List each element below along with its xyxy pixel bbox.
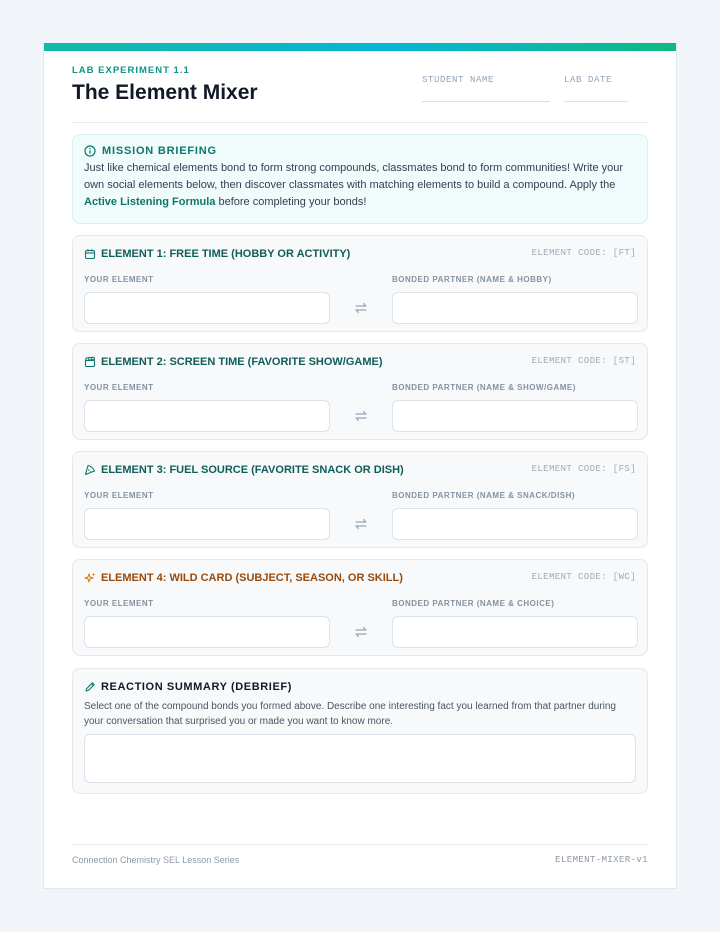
pencil-icon — [84, 681, 96, 693]
partner-label: BONDED PARTNER (NAME & SHOW/GAME) — [392, 383, 576, 392]
student-name-label: STUDENT NAME — [422, 75, 495, 85]
element-code: ELEMENT CODE: [FS] — [531, 464, 636, 474]
bonded-partner-input[interactable] — [392, 400, 638, 432]
summary-textarea[interactable] — [84, 734, 636, 783]
your-element-label: YOUR ELEMENT — [84, 599, 154, 608]
lab-date-label: LAB DATE — [564, 75, 613, 85]
your-element-label: YOUR ELEMENT — [84, 491, 154, 500]
series-name: Connection Chemistry SEL Lesson Series — [72, 855, 240, 865]
element-card-wild-card — [72, 559, 648, 656]
briefing-text — [84, 160, 636, 211]
student-name-field[interactable] — [422, 75, 550, 102]
your-element-input[interactable] — [84, 400, 330, 432]
summary-title: REACTION SUMMARY (DEBRIEF) — [101, 681, 292, 693]
briefing-title: MISSION BRIEFING — [102, 145, 217, 157]
element-title: ELEMENT 1: FREE TIME (HOBBY OR ACTIVITY) — [101, 248, 351, 260]
reaction-summary — [72, 668, 648, 794]
your-element-label: YOUR ELEMENT — [84, 275, 154, 284]
document-code: ELEMENT-MIXER-v1 — [555, 855, 648, 865]
accent-bar — [44, 43, 676, 51]
header-fields — [422, 75, 628, 102]
partner-label: BONDED PARTNER (NAME & CHOICE) — [392, 599, 555, 608]
element-title: ELEMENT 2: SCREEN TIME (FAVORITE SHOW/GAME) — [101, 356, 383, 368]
element-card-free-time — [72, 235, 648, 332]
swap-arrows-icon — [352, 407, 370, 425]
clapperboard-icon — [84, 356, 96, 368]
lab-eyebrow: LAB EXPERIMENT 1.1 — [72, 65, 190, 76]
lab-date-field[interactable] — [564, 75, 628, 102]
active-listening-formula: Active Listening Formula — [84, 196, 216, 208]
your-element-input[interactable] — [84, 508, 330, 540]
swap-arrows-icon — [352, 515, 370, 533]
partner-label: BONDED PARTNER (NAME & HOBBY) — [392, 275, 552, 284]
calendar-icon — [84, 248, 96, 260]
mission-briefing — [72, 134, 648, 224]
briefing-text-end: before completing your bonds! — [215, 196, 367, 208]
element-code: ELEMENT CODE: [FT] — [531, 248, 636, 258]
element-card-screen-time — [72, 343, 648, 440]
your-element-input[interactable] — [84, 616, 330, 648]
element-card-fuel-source — [72, 451, 648, 548]
element-title: ELEMENT 3: FUEL SOURCE (FAVORITE SNACK OR DISH) — [101, 464, 404, 476]
worksheet-page — [43, 43, 677, 889]
partner-label: BONDED PARTNER (NAME & SNACK/DISH) — [392, 491, 576, 500]
bonded-partner-input[interactable] — [392, 508, 638, 540]
bonded-partner-input[interactable] — [392, 616, 638, 648]
briefing-text-start: Just like chemical elements bond to form strong compounds, classmates bond to form communities! Write your own social elements below, then discover classmates with matching elements to build a compound. Apply the — [84, 162, 624, 191]
your-element-input[interactable] — [84, 292, 330, 324]
page-header — [72, 65, 648, 123]
summary-instructions: Select one of the compound bonds you formed above. Describe one interesting fact you learned from that partner during your conversation that surprised you or made you want to know more. — [84, 701, 616, 727]
info-icon — [84, 145, 96, 157]
swap-arrows-icon — [352, 623, 370, 641]
element-title: ELEMENT 4: WILD CARD (SUBJECT, SEASON, OR SKILL) — [101, 572, 403, 584]
page-footer — [72, 844, 648, 865]
pizza-icon — [84, 464, 96, 476]
element-code: ELEMENT CODE: [WC] — [531, 572, 636, 582]
bonded-partner-input[interactable] — [392, 292, 638, 324]
swap-arrows-icon — [352, 299, 370, 317]
your-element-label: YOUR ELEMENT — [84, 383, 154, 392]
page-title: The Element Mixer — [72, 81, 258, 104]
sparkles-icon — [84, 572, 96, 584]
element-code: ELEMENT CODE: [ST] — [531, 356, 636, 366]
